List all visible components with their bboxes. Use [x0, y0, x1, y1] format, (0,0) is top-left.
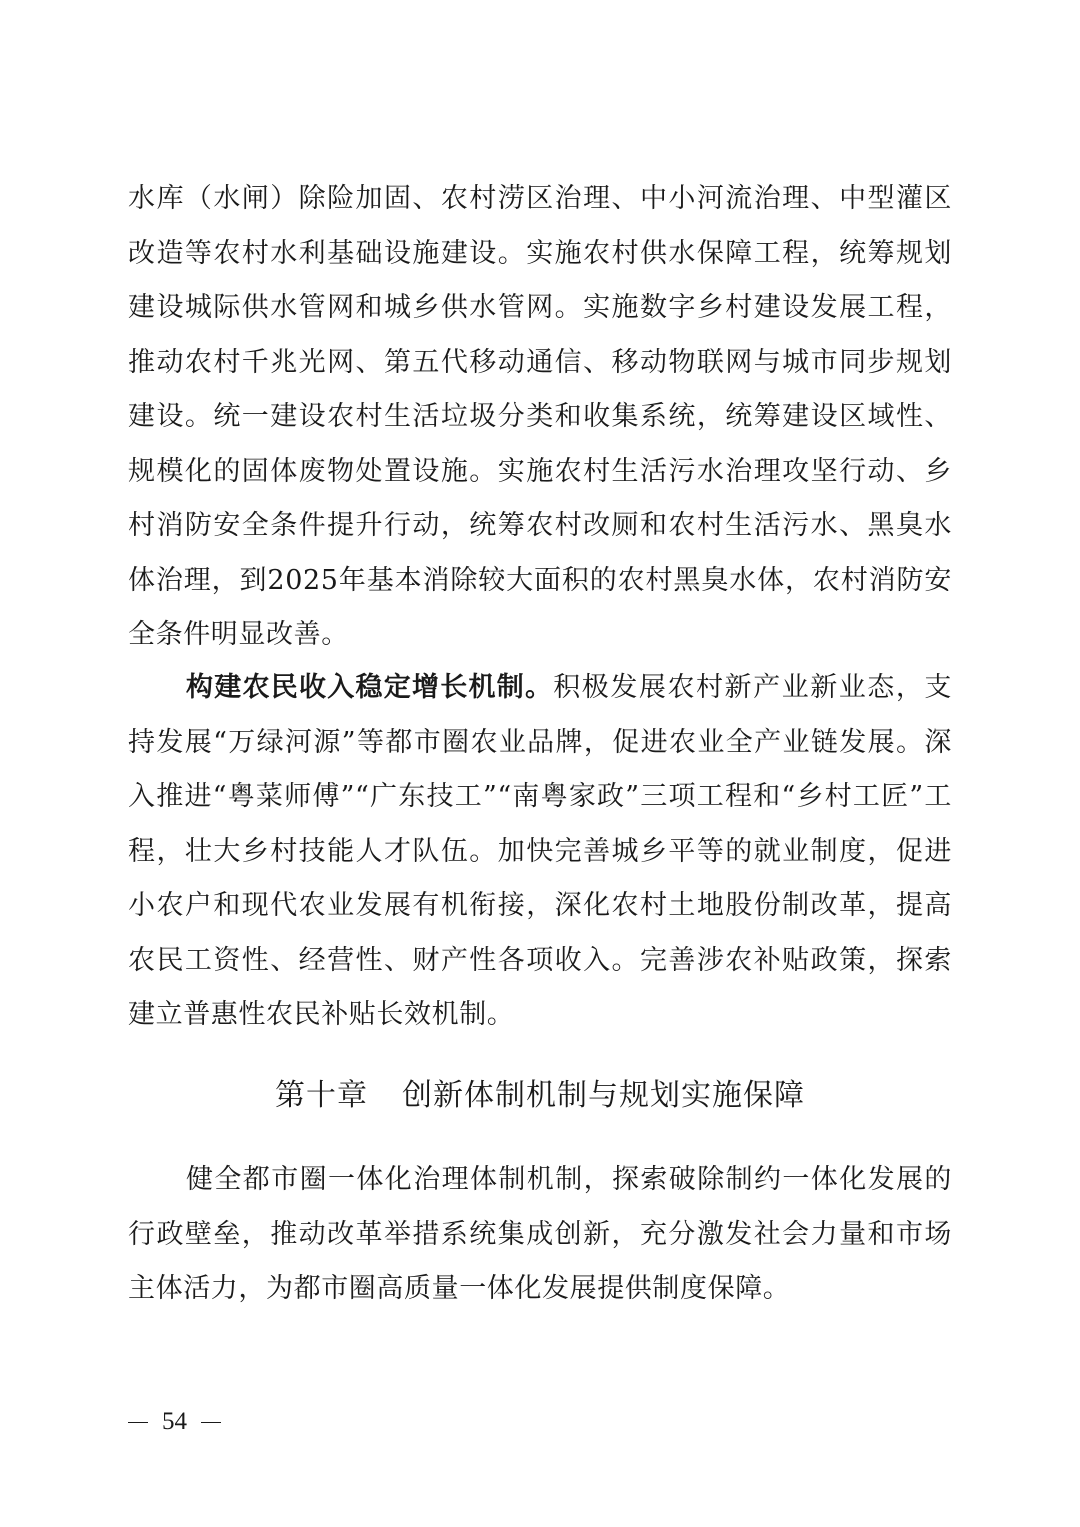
paragraph-farmer-income: [128, 661, 952, 1043]
paragraph-lead-heading: 构建农民收入稳定增长机制。: [186, 672, 554, 703]
chapter-heading: [0, 1069, 1080, 1123]
paragraph-rural-infrastructure: 水库（水闸）除险加固、农村涝区治理、中小河流治理、中型灌区改造等农村水利基础设施建设。实施农村供水保障工程，统筹规划建设城际供水管网和城乡供水管网。实施数字乡村建设发展工程，推动农村千兆光网、第五代移动通信、移动物联网与城市同步规划建设。统一建设农村生活垃圾分类和收集系统，统筹建设区域性、规模化的固体废物处置设施。实施农村生活污水治理攻坚行动、乡村消防安全条件提升行动，统筹农村改厕和农村生活污水、黑臭水体治理，到2025年基本消除较大面积的农村黑臭水体，农村消防安全条件明显改善。: [128, 183, 952, 650]
page-number-value: 54: [162, 1408, 187, 1435]
page-number: [128, 1402, 221, 1442]
chapter-number: 第十章: [275, 1078, 368, 1113]
chapter-title-text: 创新体制机制与规划实施保障: [402, 1078, 805, 1113]
paragraph-chapter-intro: 健全都市圈一体化治理体制机制，探索破除制约一体化发展的行政壁垒，推动改革举措系统集成创新，充分激发社会力量和市场主体活力，为都市圈高质量一体化发展提供制度保障。: [128, 1164, 952, 1304]
page-number-right-dash: [201, 1422, 221, 1423]
paragraph-body: 积极发展农村新产业新业态，支持发展“万绿河源”等都市圈农业品牌，促进农业全产业链发展。深入推进“粤菜师傅”“广东技工”“南粤家政”三项工程和“乡村工匠”工程，壮大乡村技能人才队伍。加快完善城乡平等的就业制度，促进小农户和现代农业发展有机衔接，深化农村土地股份制改革，提高农民工资性、经营性、财产性各项收入。完善涉农补贴政策，探索建立普惠性农民补贴长效机制。: [128, 672, 952, 1030]
page-number-left-dash: [128, 1422, 148, 1423]
